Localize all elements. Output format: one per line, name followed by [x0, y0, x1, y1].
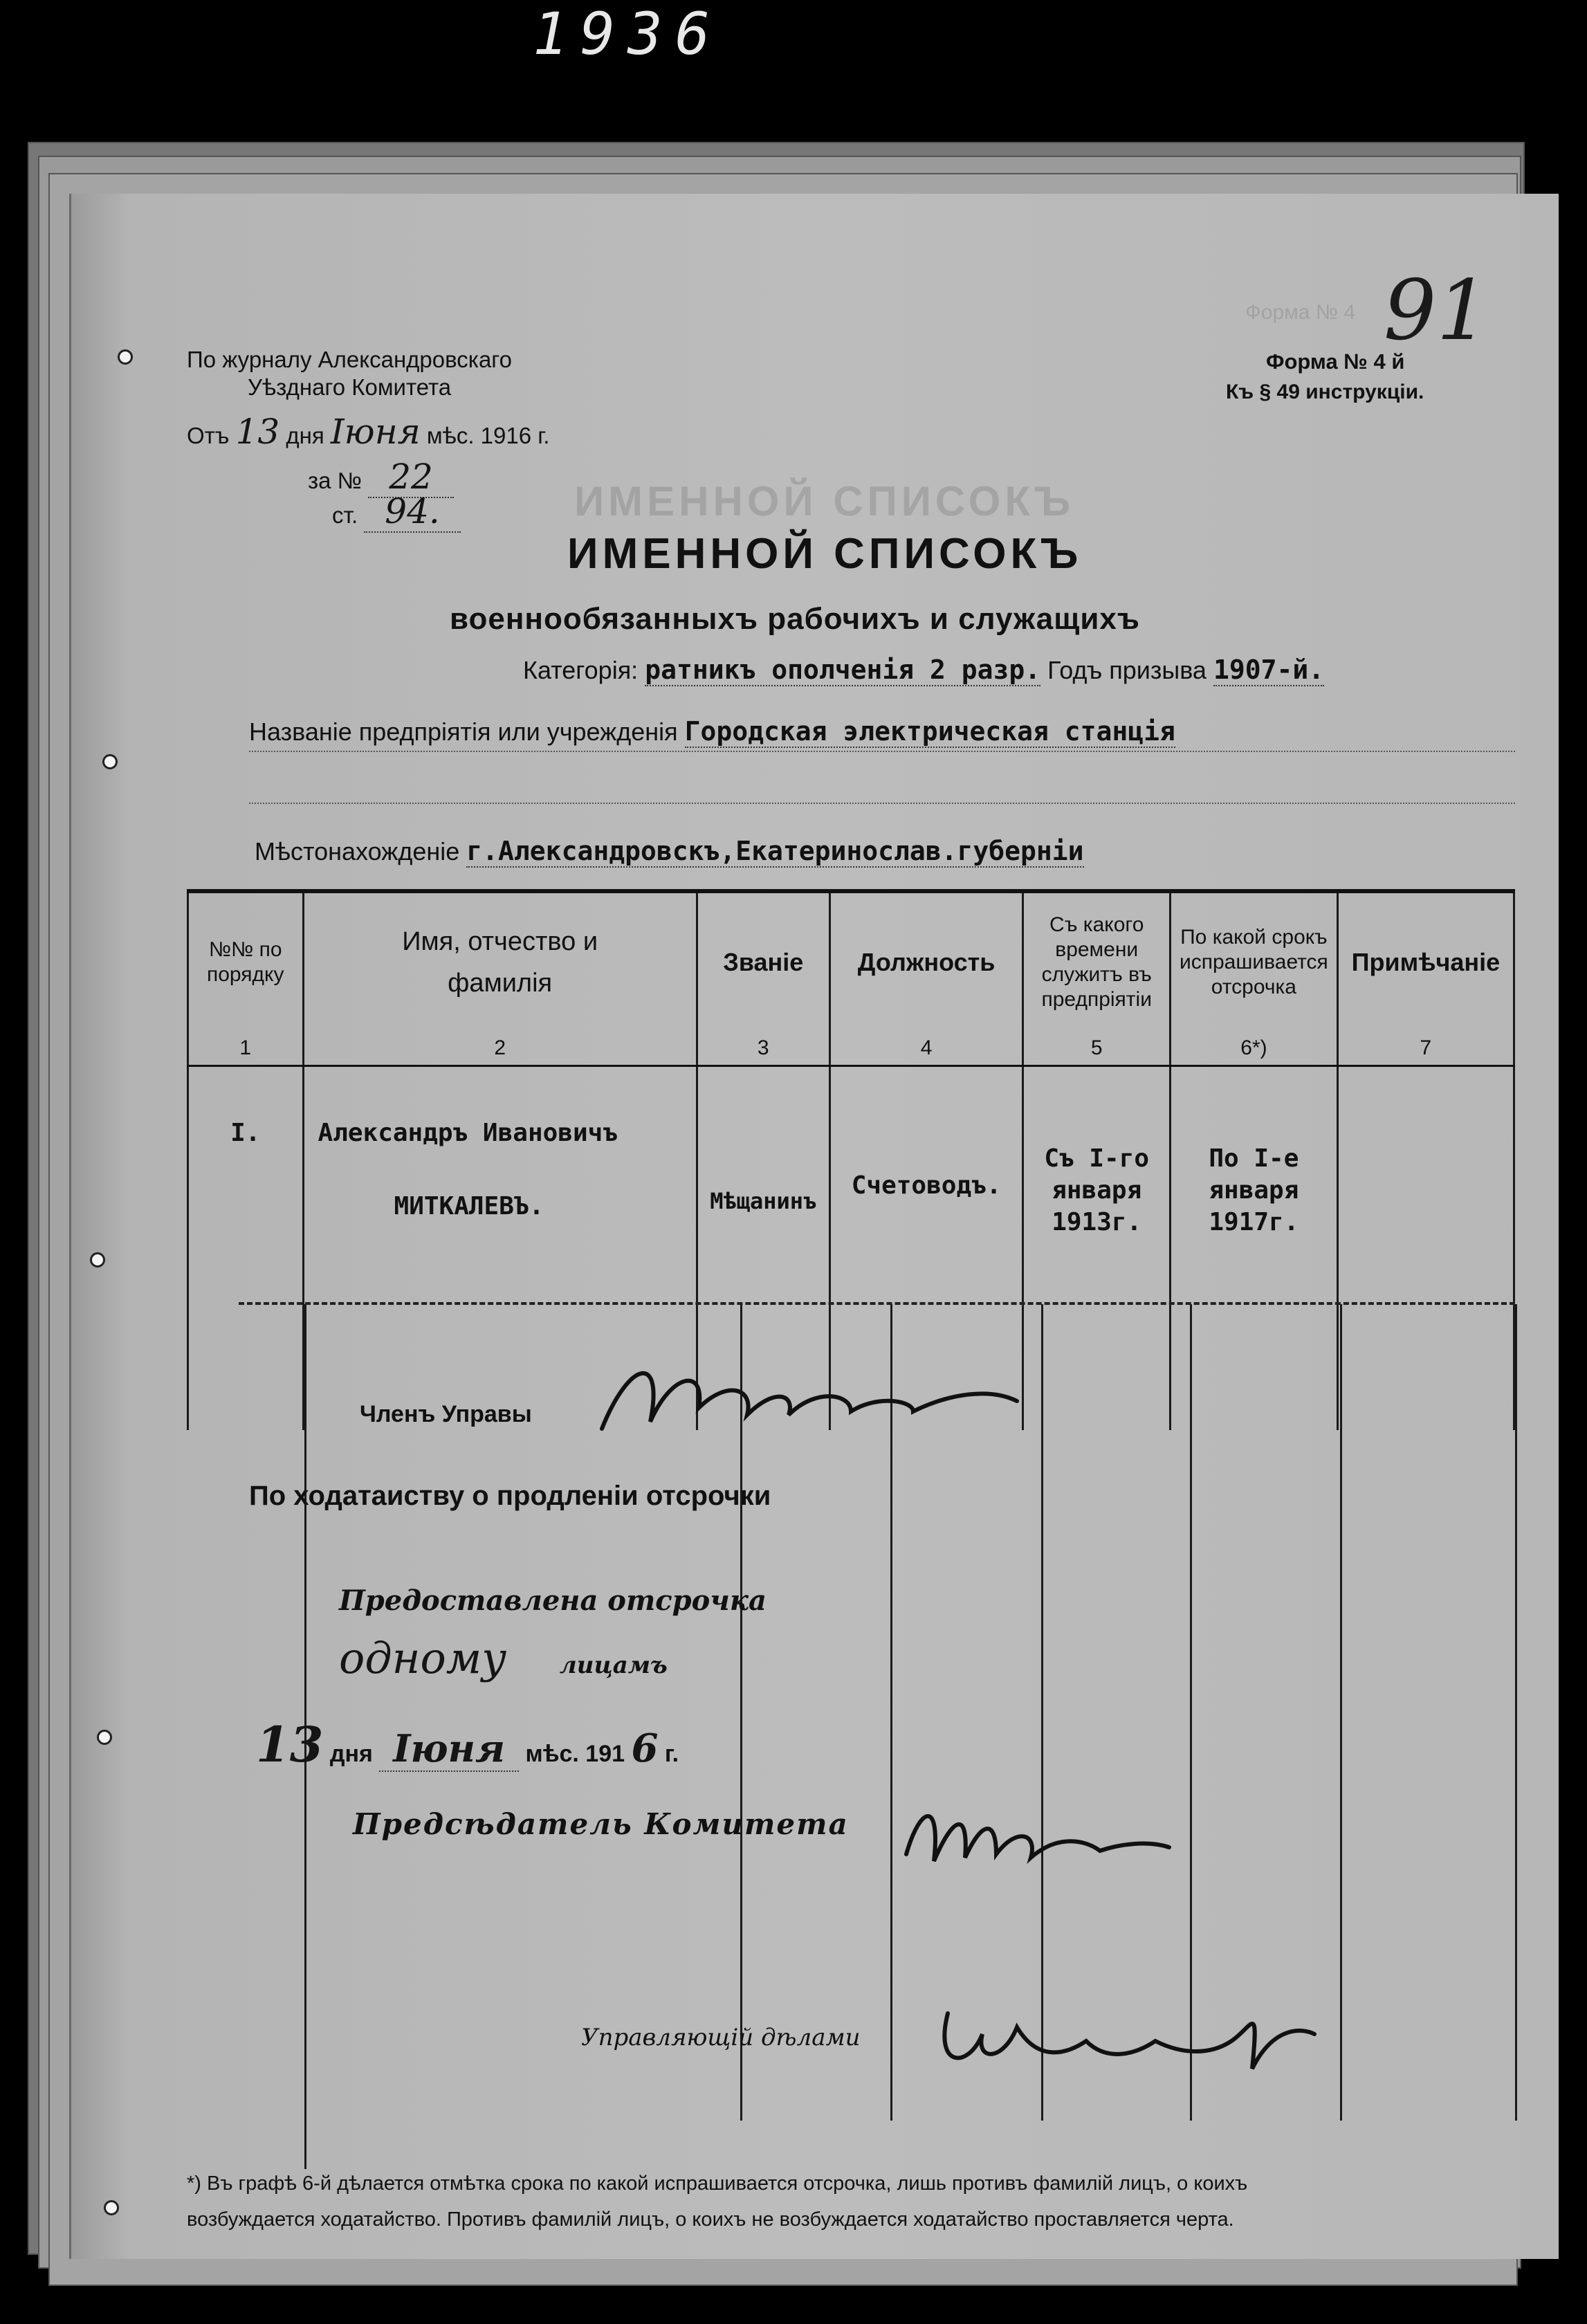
journal-reference: [187, 346, 512, 401]
organization-value: Городская электрическая станція: [684, 716, 1175, 747]
col-number: 2: [303, 1032, 697, 1066]
category-value: ратникъ ополченія 2 разр.: [645, 655, 1041, 685]
category-line: [523, 655, 1324, 685]
row-number: I.: [188, 1066, 304, 1431]
call-year-label: Годъ призыва: [1047, 656, 1207, 684]
journal-date: [187, 412, 549, 452]
committee-chair-label: Предсѣдатель Комитета: [353, 1807, 849, 1841]
footnote: [187, 2166, 1247, 2238]
date-month-suffix: мѣс. 1916 г.: [426, 423, 550, 448]
deferral-granted-label: Предоставлена отсрочка: [339, 1584, 767, 1617]
scan-number: 1936: [533, 0, 723, 68]
dotted-line: [249, 751, 1515, 752]
grant-month-handwritten: Iюня: [379, 1726, 519, 1772]
grant-month-word: мѣс. 191: [525, 1741, 625, 1767]
header-note: Примѣчаніе: [1337, 891, 1514, 1032]
column-line: [1515, 1304, 1517, 2121]
row-rank: Мѣщанинъ: [697, 1066, 829, 1431]
row-name-first: Александръ Ивановичъ: [318, 1119, 618, 1147]
location-line: [255, 836, 1084, 866]
header-until: По какой срокъ испрашивается отсрочка: [1170, 891, 1337, 1032]
st-value-handwritten: 94.: [364, 491, 461, 533]
journal-line2: Уѣзднаго Комитета: [248, 374, 452, 400]
call-year-value: 1907-й.: [1213, 655, 1325, 685]
punch-hole-icon: [97, 1730, 112, 1745]
bleed-through-text: ИМЕННОЙ СПИСОКЪ: [574, 478, 1075, 524]
document-title: ИМЕННОЙ СПИСОКЪ: [567, 530, 1083, 578]
col-number: 7: [1337, 1032, 1514, 1066]
board-member-signature: [588, 1346, 1038, 1443]
col-number: 1: [188, 1032, 304, 1066]
punch-hole-icon: [118, 349, 133, 365]
petition-heading: По ходатаиству о продленіи отсрочки: [249, 1481, 771, 1511]
col-number: 3: [697, 1032, 829, 1066]
header-name: Имя, отчество и фамилія: [303, 891, 697, 1032]
journal-line1: По журналу Александровскаго: [187, 347, 512, 372]
row-note: [1337, 1066, 1514, 1431]
footnote-line1: *) Въ графѣ 6-й дѣлается отмѣтка срока по какой испрашивается отсрочка, лишь противъ фамилій лицъ, о коихъ: [187, 2172, 1248, 2195]
st-label: ст.: [332, 502, 358, 528]
st-line: [332, 491, 461, 531]
form-number: Форма № 4 й: [1266, 349, 1405, 374]
date-day-handwritten: 13: [235, 412, 280, 452]
col-number: 5: [1023, 1032, 1170, 1066]
za-value-handwritten: 22: [368, 457, 454, 498]
row-until: По I-е января 1917г.: [1170, 1066, 1337, 1431]
header-position: Должность: [829, 891, 1023, 1032]
location-value: г.Александровскъ,Екатеринослав.губерніи: [466, 836, 1084, 866]
grant-date: [256, 1716, 679, 1773]
header-number: №№ по порядку: [188, 891, 304, 1032]
col-number: 6*): [1170, 1032, 1337, 1066]
grant-date-suffix: г.: [664, 1741, 679, 1767]
persons-count-handwritten: одному: [339, 1633, 507, 1683]
manager-label: Управляющій дѣлами: [581, 2024, 861, 2051]
grant-day-word: дня: [329, 1741, 373, 1767]
date-month-handwritten: Iюня: [330, 412, 421, 452]
date-day-word: дня: [286, 423, 324, 448]
grant-day-handwritten: 13: [256, 1716, 324, 1773]
punch-hole-icon: [104, 2200, 119, 2215]
persons-line: [339, 1633, 668, 1683]
row-since: Съ I-го января 1913г.: [1023, 1066, 1170, 1431]
date-prefix: Отъ: [187, 423, 230, 448]
dashed-separator: [239, 1302, 1515, 1305]
col-number: 4: [829, 1032, 1023, 1066]
page-number-handwritten: 91: [1384, 263, 1489, 359]
organization-label: Названіе предпріятія или учрежденія: [249, 717, 678, 746]
za-label: за №: [308, 468, 363, 493]
table-column-numbers: [188, 1032, 1514, 1066]
footnote-line2: возбуждается ходатайство. Противъ фамилій лицъ, о коихъ не возбуждается ходатайство проставляется черта.: [187, 2208, 1234, 2231]
document-subtitle: военнообязанныхъ рабочихъ и служащихъ: [450, 602, 1140, 636]
form-instruction: Къ § 49 инструкціи.: [1226, 381, 1424, 403]
location-label: Мѣстонахожденіе: [255, 837, 460, 866]
persons-suffix: лицамъ: [559, 1651, 668, 1679]
bleed-through-text: Форма № 4: [1245, 301, 1356, 324]
punch-hole-icon: [102, 754, 118, 769]
chair-signature: [892, 1792, 1183, 1882]
header-rank: Званіе: [697, 891, 829, 1032]
punch-hole-icon: [90, 1252, 105, 1268]
table-header-row: [188, 891, 1514, 1032]
header-since: Съ какого времени служитъ въ предпріятіи: [1023, 891, 1170, 1032]
dotted-line: [249, 803, 1515, 804]
row-position: Счетоводъ.: [829, 1066, 1023, 1431]
board-member-label: Членъ Управы: [360, 1401, 532, 1427]
category-label: Категорія:: [523, 656, 639, 684]
organization-line: [249, 716, 1175, 747]
column-line: [1340, 1304, 1342, 2121]
row-name-surname: МИТКАЛЕВЪ.: [394, 1192, 544, 1220]
grant-year-digit-handwritten: 6: [631, 1726, 659, 1771]
manager-signature: [927, 1986, 1321, 2089]
